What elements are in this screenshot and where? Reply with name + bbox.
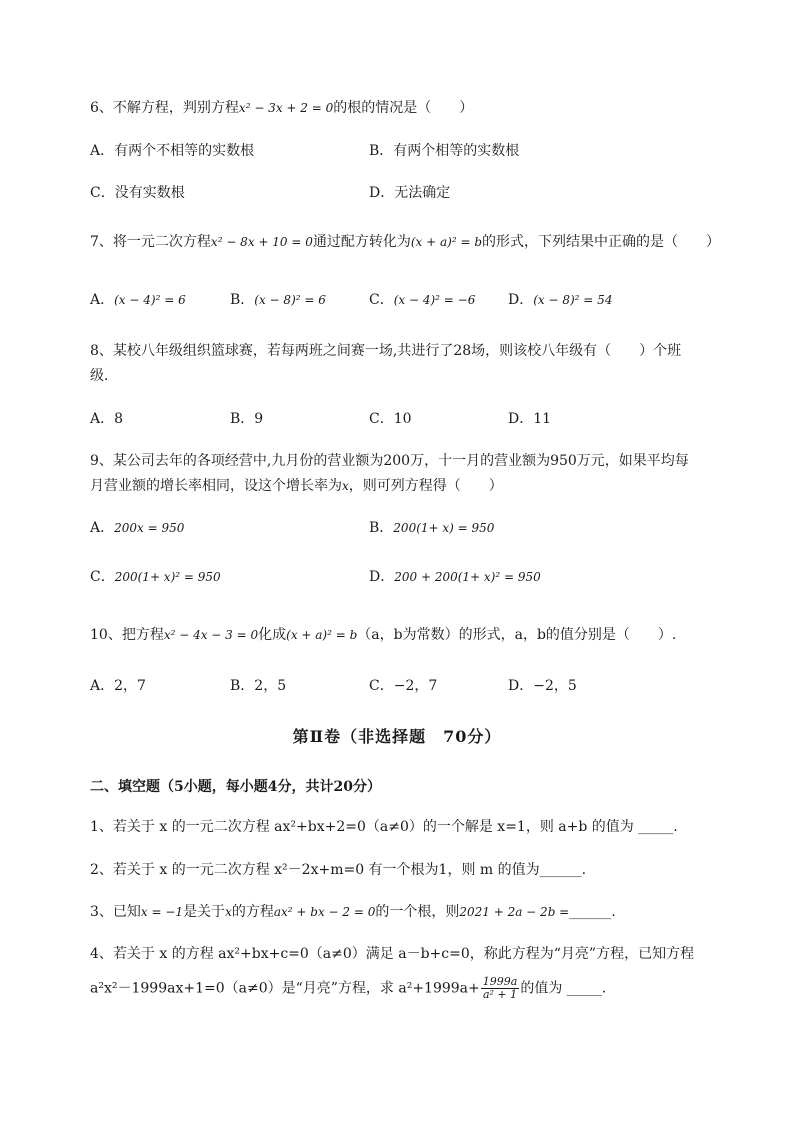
q7-option-d [508, 290, 612, 310]
q7-option-c-eq: (x − 4)² = −6 [393, 293, 476, 307]
fill-4-fraction-denominator: a² + 1 [482, 988, 518, 1001]
q7-option-c-label: C． [369, 292, 394, 308]
q7-option-b-eq: (x − 8)² = 6 [254, 293, 326, 307]
q8-stem-line-2: 级． [90, 368, 118, 384]
q9-option-a-label: A． [90, 520, 115, 536]
q7-option-d-eq: (x − 8)² = 54 [533, 293, 613, 307]
q9-option-c [90, 567, 221, 587]
q9-option-d [369, 567, 541, 587]
q10-stem-c: （a，b为常数）的形式，a，b的值分别是（ ）. [357, 627, 677, 643]
section-subtitle: 二、填空题（5小题，每小题4分，共计20分） [90, 779, 381, 795]
fill-3-blank: ______. [569, 904, 616, 920]
q6-stem [90, 98, 473, 118]
fill-4-fraction [481, 976, 520, 1001]
q7-stem-a: 7、将一元二次方程 [90, 234, 211, 250]
q6-option-b: B．有两个相等的实数根 [369, 143, 520, 159]
q7-option-a [90, 290, 186, 310]
q9-variable: x [342, 479, 349, 493]
q7-stem [90, 232, 720, 252]
q7-stem-c: 的形式，下列结果中正确的是（ ） [482, 234, 721, 250]
q10-form: (x + a)² = b [286, 628, 358, 642]
fill-3-stem-d: 的一个根，则 [375, 904, 460, 920]
q7-option-a-label: A． [90, 292, 115, 308]
q7-equation: x² − 8x + 10 = 0 [210, 235, 313, 249]
q8-option-b: B．9 [230, 411, 264, 427]
fill-4-line-2a: a²x²－1999ax+1=0（a≠0）是“月亮”方程，求 a²+1999a+ [90, 980, 480, 997]
q9-option-a-eq: 200x = 950 [114, 521, 185, 535]
fill-3-stem-c: 的方程 [231, 904, 274, 920]
fill-4-line-2 [90, 976, 606, 1001]
q7-option-b-label: B． [230, 292, 255, 308]
q9-option-a [90, 518, 184, 538]
q7-form: (x + a)² = b [410, 235, 483, 249]
q9-option-d-label: D． [369, 569, 395, 585]
q6-stem-a: 6、不解方程，判别方程 [90, 100, 239, 116]
q7-stem-b: 通过配方转化为 [312, 234, 411, 250]
q10-stem [90, 625, 676, 645]
q8-option-d: D．11 [508, 411, 552, 427]
q8-option-c: C．10 [369, 411, 412, 427]
q10-option-d: D．−2，5 [508, 678, 577, 694]
q9-option-b [369, 518, 494, 538]
fill-3-stem-a: 3、已知 [90, 904, 141, 920]
q10-option-c: C．−2，7 [369, 678, 438, 694]
q10-option-b: B．2，5 [230, 678, 287, 694]
fill-4-line-1: 4、若关于 x 的方程 ax²+bx+c=0（a≠0）满足 a－b+c=0，称此方程为“月亮”方程，已知方程 [90, 946, 695, 962]
q9-option-c-eq: 200(1+ x)² = 950 [114, 570, 221, 584]
fill-2: 2、若关于 x 的一元二次方程 x²－2x+m=0 有一个根为1，则 m 的值为______. [90, 862, 587, 878]
q8-option-a: A．8 [90, 411, 124, 427]
q10-equation: x² − 4x − 3 = 0 [163, 628, 259, 642]
q9-stem-line-2 [90, 476, 503, 496]
fill-3-stem-b: 是关于 [183, 904, 226, 920]
q6-option-a: A．有两个不相等的实数根 [90, 143, 255, 159]
fill-3 [90, 902, 616, 922]
q6-option-d: D．无法确定 [369, 185, 451, 201]
q9-option-b-label: B． [369, 520, 394, 536]
q9-stem-2a: 月营业额的增长率相同，设这个增长率为 [90, 478, 342, 494]
q9-option-d-eq: 200 + 200(1+ x)² = 950 [394, 570, 541, 584]
fill-3-eq-3: 2021 + 2a − 2b = [459, 905, 570, 919]
q10-stem-a: 10、把方程 [90, 627, 164, 643]
q6-stem-b: 的根的情况是（ ） [333, 100, 474, 116]
q9-stem-line-1: 9、某公司去年的各项经营中,九月份的营业额为200万，十一月的营业额为950万元，如果平均每 [90, 453, 689, 469]
fill-3-eq-1: x = −1 [140, 905, 184, 919]
fill-3-eq-2: ax² + bx − 2 = 0 [273, 905, 376, 919]
q9-stem-2b: ，则可列方程得（ ） [348, 478, 503, 494]
q7-option-a-eq: (x − 4)² = 6 [114, 293, 186, 307]
q7-option-d-label: D． [508, 292, 534, 308]
q7-option-c [369, 290, 475, 310]
fill-4-fraction-numerator: 1999a [482, 975, 518, 988]
q10-option-a: A．2，7 [90, 678, 146, 694]
q7-option-b [230, 290, 326, 310]
section-title: 第Ⅱ卷（非选择题 70分） [292, 727, 502, 746]
fill-1: 1、若关于 x 的一元二次方程 ax²+bx+2=0（a≠0）的一个解是 x=1，则 a+b 的值为 _____. [90, 819, 678, 835]
q9-option-c-label: C． [90, 569, 115, 585]
q10-stem-b: 化成 [258, 627, 287, 643]
q9-option-b-eq: 200(1+ x) = 950 [393, 521, 495, 535]
q6-equation: x² − 3x + 2 = 0 [238, 101, 334, 115]
q8-stem-line-1: 8、某校八年级组织篮球赛，若每两班之间赛一场,共进行了28场，则该校八年级有（ ）个班 [90, 343, 682, 359]
fill-3-variable: x [225, 905, 232, 919]
fill-4-line-2b: 的值为 _____. [520, 980, 607, 997]
q6-option-c: C．没有实数根 [90, 185, 185, 201]
